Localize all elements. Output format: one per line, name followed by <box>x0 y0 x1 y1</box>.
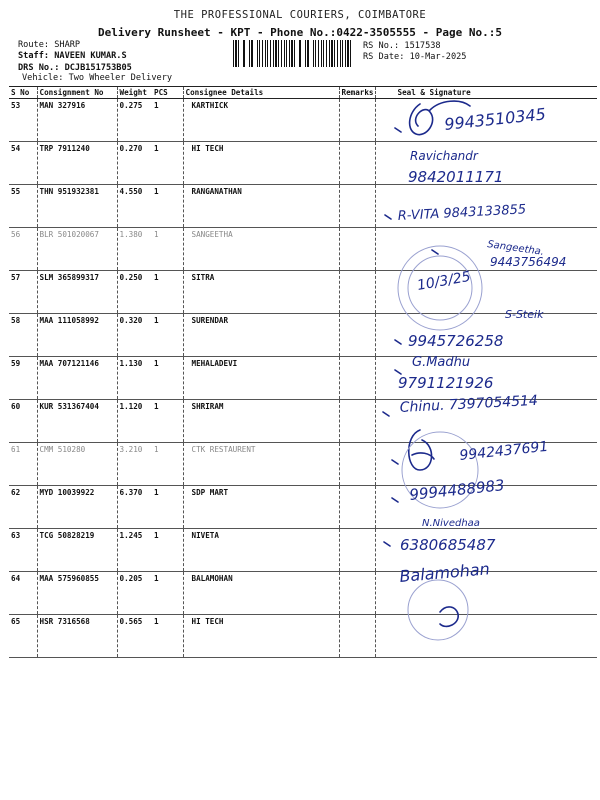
cell-remarks <box>339 185 375 228</box>
cell-weight: 1.380 <box>117 228 152 271</box>
cell-remarks <box>339 314 375 357</box>
cell-remarks <box>339 99 375 142</box>
cell-signature <box>375 314 597 357</box>
cell-signature <box>375 529 597 572</box>
cell-signature <box>375 615 597 658</box>
cell-remarks <box>339 529 375 572</box>
cell-pcs: 1 <box>152 185 183 228</box>
cell-consignment: CMM 510280 <box>37 443 117 486</box>
hw-54b: 9842011171 <box>408 168 504 186</box>
cell-sno: 56 <box>9 228 37 271</box>
cell-remarks <box>339 486 375 529</box>
cell-sno: 57 <box>9 271 37 314</box>
cell-weight: 6.370 <box>117 486 152 529</box>
cell-weight: 0.250 <box>117 271 152 314</box>
cell-weight: 0.270 <box>117 142 152 185</box>
table-row <box>9 314 597 357</box>
cell-signature <box>375 486 597 529</box>
hw-63a: N.Nivedhaa <box>422 518 480 529</box>
cell-consignment: MAA 707121146 <box>37 357 117 400</box>
cell-consignee: SANGEETHA <box>183 228 339 271</box>
hw-62: 9994488983 <box>408 476 506 504</box>
col-pcs: PCS <box>152 87 183 99</box>
table-row <box>9 615 597 658</box>
cell-remarks <box>339 572 375 615</box>
cell-consignee: HI TECH <box>183 615 339 658</box>
cell-consignment: KUR 531367404 <box>37 400 117 443</box>
hw-57: S-Steik <box>505 308 544 321</box>
cell-pcs: 1 <box>152 357 183 400</box>
cell-remarks <box>339 271 375 314</box>
cell-weight: 4.550 <box>117 185 152 228</box>
cell-signature <box>375 443 597 486</box>
hw-59a: G.Madhu <box>412 355 471 370</box>
hw-64: Balamohan <box>398 559 491 586</box>
table-row <box>9 572 597 615</box>
cell-pcs: 1 <box>152 314 183 357</box>
cell-consignment: BLR 501020067 <box>37 228 117 271</box>
table-row <box>9 357 597 400</box>
table-row <box>9 271 597 314</box>
cell-consignee: KARTHICK <box>183 99 339 142</box>
col-consignee: Consignee Details <box>183 87 339 99</box>
cell-sno: 65 <box>9 615 37 658</box>
table-row <box>9 443 597 486</box>
cell-sno: 61 <box>9 443 37 486</box>
cell-pcs: 1 <box>152 228 183 271</box>
staff: Staff: NAVEEN KUMAR.S <box>18 51 127 61</box>
cell-pcs: 1 <box>152 99 183 142</box>
cell-sno: 53 <box>9 99 37 142</box>
cell-signature <box>375 572 597 615</box>
cell-consignment: TCG 50828219 <box>37 529 117 572</box>
cell-weight: 1.130 <box>117 357 152 400</box>
table-header <box>9 87 597 99</box>
cell-weight: 3.210 <box>117 443 152 486</box>
cell-weight: 1.245 <box>117 529 152 572</box>
col-consignment: Consignment No <box>37 87 117 99</box>
cell-consignee: MEHALADEVI <box>183 357 339 400</box>
col-weight: Weight <box>117 87 152 99</box>
cell-sno: 55 <box>9 185 37 228</box>
cell-remarks <box>339 142 375 185</box>
cell-sno: 59 <box>9 357 37 400</box>
table-row <box>9 486 597 529</box>
cell-consignee: RANGANATHAN <box>183 185 339 228</box>
cell-consignment: TRP 7911240 <box>37 142 117 185</box>
cell-consignee: CTK RESTAURENT <box>183 443 339 486</box>
cell-signature <box>375 228 597 271</box>
cell-sno: 58 <box>9 314 37 357</box>
table-row <box>9 529 597 572</box>
hw-58: 9945726258 <box>408 332 504 350</box>
cell-remarks <box>339 615 375 658</box>
cell-pcs: 1 <box>152 400 183 443</box>
col-remarks: Remarks <box>339 87 375 99</box>
cell-signature <box>375 400 597 443</box>
hw-59b: 9791121926 <box>398 374 494 392</box>
cell-signature <box>375 185 597 228</box>
cell-weight: 0.275 <box>117 99 152 142</box>
cell-signature <box>375 357 597 400</box>
cell-signature <box>375 268 597 314</box>
route: Route: SHARP <box>18 40 81 50</box>
runsheet-title: Delivery Runsheet - KPT - Phone No.:0422-3505555 - Page No.:5 <box>98 26 502 39</box>
cell-consignee: NIVETA <box>183 529 339 572</box>
cell-consignment: SLM 365899317 <box>37 271 117 314</box>
cell-pcs: 1 <box>152 529 183 572</box>
hw-61: 9942437691 <box>458 438 550 464</box>
barcode-overlay <box>233 40 353 67</box>
cell-consignee: HI TECH <box>183 142 339 185</box>
cell-consignment: MAA 575960855 <box>37 572 117 615</box>
col-signature: Seal & Signature <box>375 87 597 99</box>
table-row <box>9 185 597 228</box>
hw-55: R-VITA 9843133855 <box>397 202 527 224</box>
drs-number: DRS No.: DCJB151753B05 <box>18 63 132 73</box>
rs-date: RS Date: 10-Mar-2025 <box>363 52 467 62</box>
cell-weight: 1.120 <box>117 400 152 443</box>
cell-sno: 54 <box>9 142 37 185</box>
cell-signature <box>375 142 597 185</box>
cell-remarks <box>339 443 375 486</box>
hw-63b: 6380685487 <box>400 536 496 554</box>
col-sno: S No <box>9 87 37 99</box>
cell-consignment: MYD 10039922 <box>37 486 117 529</box>
cell-pcs: 1 <box>152 443 183 486</box>
cell-sno: 64 <box>9 572 37 615</box>
cell-consignee: SITRA <box>183 271 339 314</box>
cell-pcs: 1 <box>152 486 183 529</box>
cell-weight: 0.320 <box>117 314 152 357</box>
vehicle: Vehicle: Two Wheeler Delivery <box>22 73 173 83</box>
stamp-date: 10/3/25 <box>415 268 472 294</box>
hw-53: 9943510345 <box>443 104 547 134</box>
company-name: THE PROFESSIONAL COURIERS, COIMBATORE <box>173 9 427 21</box>
cell-pcs: 1 <box>152 142 183 185</box>
cell-remarks <box>339 400 375 443</box>
hw-54a: Ravichandr <box>410 149 478 163</box>
cell-consignment: MAA 111058992 <box>37 314 117 357</box>
cell-sno: 62 <box>9 486 37 529</box>
hw-56a: Sangeetha. <box>486 239 545 258</box>
cell-consignment: HSR 7316568 <box>37 615 117 658</box>
hw-60: Chinu. 7397054514 <box>399 392 539 416</box>
cell-weight: 0.205 <box>117 572 152 615</box>
cell-pcs: 1 <box>152 615 183 658</box>
cell-remarks <box>339 228 375 271</box>
cell-pcs: 1 <box>152 572 183 615</box>
cell-consignment: MAN 327916 <box>37 99 117 142</box>
table-row <box>9 228 597 271</box>
cell-consignee: SHRIRAM <box>183 400 339 443</box>
table-row <box>9 99 597 142</box>
table-row <box>9 142 597 185</box>
rs-number: RS No.: 1517538 <box>363 41 441 51</box>
cell-consignee: SURENDAR <box>183 314 339 357</box>
cell-weight: 0.565 <box>117 615 152 658</box>
cell-remarks <box>339 357 375 400</box>
cell-sno: 60 <box>9 400 37 443</box>
cell-consignee: BALAMOHAN <box>183 572 339 615</box>
cell-pcs: 1 <box>152 271 183 314</box>
cell-consignee: SDP MART <box>183 486 339 529</box>
hw-56b: 9443756494 <box>490 255 567 269</box>
cell-consignment: THN 951932381 <box>37 185 117 228</box>
runsheet-table <box>9 86 597 658</box>
cell-sno: 63 <box>9 529 37 572</box>
cell-signature <box>375 99 597 142</box>
table-row <box>9 400 597 443</box>
